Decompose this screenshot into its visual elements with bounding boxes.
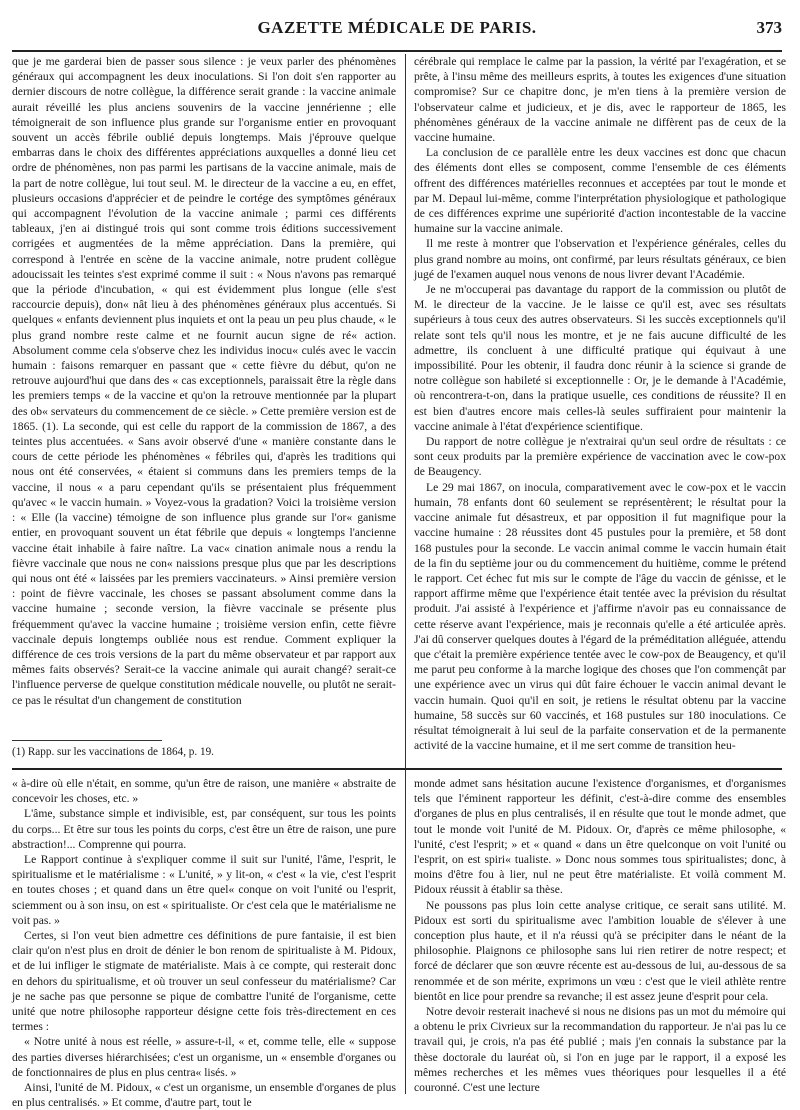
paragraph: Ainsi, l'unité de M. Pidoux, « c'est un organisme, un ensemble d'organes de plus en plus centralisés. » Et comme, d'autre part, tout le [12, 1081, 396, 1110]
paragraph: monde admet sans hésitation aucune l'existence d'organismes, et d'organismes tels que l'éminent rapporteur les définit, c'est-à-dire comme des ensembles d'organes de plus en plus centralisés, il en résulte que tout le monde admet, que tout le monde voit l'unité de M. Pidoux. Or, d'après ce même philosophe, « l'unité, c'est l'esprit; » et « quand « dans un être quelconque on voit l'unité ou l'esprit, on est spiri« tualiste. » Donc nous sommes tous spiritualistes; donc, à moins d'être fou à lier, nul ne peut être matérialiste. Et voilà comment M. Pidoux réussit à établir sa thèse. [414, 777, 786, 897]
article-column-bottom-right [414, 776, 786, 1094]
footnote: (1) Rapp. sur les vaccinations de 1864, p. 19. [12, 746, 214, 758]
article-column-bottom-left [12, 776, 396, 1110]
article-column-top-right [414, 54, 786, 790]
paragraph: Le 29 mai 1867, on inocula, comparativement avec le cow-pox et le vaccin humain, 78 enfants dont 60 seulement se représentèrent; le résultat pour la vaccine animale fut désastreux, et par opposition il fut magnifique pour la vaccine humaine : 28 réussites dont 45 pustules pour la première, et 58 dont 168 pustules pour la seconde. Le vaccin animal comme le vaccin humain était de la fin du septième jour ou du commencement du huitième, comme le prétend le rapport. Cet échec fut mis sur le compte de l'âge du vaccin de génisse, et le rapport affirme même que l'expérience était tentée avec la prévision du résultat produit. J'ai assisté à l'expérience et j'affirme n'avoir pas eu connaissance de cette réserve avant l'expérience, mais je reconnais qu'elle a été articulée après. J'ai dû conserver quelques doutes à l'égard de la préméditation alléguée, attendu que c'était la première expérience tentée avec le cow-pox de Beaugency, et qu'il me parut peu conforme à la marche logique des choses que l'on commençât par une expérience avec un virus qui dût faire échouer le vaccin animal devant le vaccin humain. Quoi qu'il en soit, je retiens le résultat obtenu par la vaccine humaine, 58 succès sur 60 vaccinés, et 168 pustules sur 180 inoculations. Ce résultat témoignerait à lui seul de la parfaite conservation et de la permanente activité de la vaccine humaine, et il me sert comme de transition heu- [414, 480, 786, 753]
page-header [12, 12, 782, 52]
paragraph: « à-dire où elle n'était, en somme, qu'un être de raison, une manière « abstraite de concevoir les choses, etc. » [12, 777, 396, 806]
section-separator [12, 768, 782, 770]
paragraph: L'âme, substance simple et indivisible, est, par conséquent, sur tous les points du corps... Et être sur tous les points du corps, c'est être un être de raison, une pure abstraction!... Comprenne qui pourra. [12, 807, 396, 851]
paragraph: Du rapport de notre collègue je n'extrairai qu'un seul ordre de résultats : ce sont ceux produits par la première expérience de vaccination avec le cow-pox de Beaugency. [414, 435, 786, 479]
journal-title: GAZETTE MÉDICALE DE PARIS. [257, 18, 537, 37]
paragraph: La conclusion de ce parallèle entre les deux vaccines est donc que chacun des éléments dont elles se composent, comme l'ensemble de ces éléments offrent des différences matérielles reconnues et acceptées par tout le monde et par M. Depaul lui-même, comme l'interprétation physiologique et pathologique de ces différences exprime une supériorité d'action incontestable de la vaccine humaine sur la vaccine animale. [414, 146, 786, 236]
paragraph: Le Rapport continue à s'expliquer comme il suit sur l'unité, l'âme, l'esprit, le spiritualisme et le matérialisme : « L'unité, » y lit-on, « c'est « la vie, c'est l'esprit en toutes choses ; et quand dans un être quel« conque on voit l'unité ou l'esprit, sciemment ou à son insu, on est « spiritualiste. Or c'est cela que le matérialisme ne voit pas. » [12, 853, 396, 927]
paragraph: Notre devoir resterait inachevé si nous ne disions pas un mot du mémoire qui a obtenu le prix Civrieux sur la recommandation du rapporteur. Je n'ai pas lu ce travail qui, je crois, n'a pas été publié ; mais j'en connais la substance par la thèse doctorale du lauréat où, si l'on en juge par le rapport, il a exposé les mêmes recherches et les mêmes vues théoriques pour lesquelles il a été couronné. C'est une lecture [414, 1005, 786, 1095]
paragraph: Je ne m'occuperai pas davantage du rapport de la commission ou plutôt de M. le directeur de la vaccine. Je le laisse ce qu'il est, avec ses résultats supérieurs à tous ceux des autres observateurs. Si les succès exceptionnels qu'il relate sont tels qu'il nous les montre, et je ne fais aucune difficulté de les admettre, ils concluent à une difficulté pratique qui équivaut à une impossibilité. Pour les obtenir, il faudra donc réunir à la science si grande de notre collègue son habileté si exceptionnelle : Or, je le demande à l'Académie, où rencontrera-t-on, dans la pratique usuelle, ces conditions de réussite? Il en est bien d'autres encore mais celles-là seules suffiraient pour maintenir la vaccine animale à l'état d'expérience scientifique. [414, 283, 786, 433]
paragraph: « Notre unité à nous est réelle, » assure-t-il, « et, comme telle, elle « suppose des parties diverses hiérarchisées; c'est un organisme, un « ensemble d'organes ou de fonctionnaires de plus en plus centra« lisés. » [12, 1035, 396, 1079]
paragraph: Il me reste à montrer que l'observation et l'expérience générales, celles du plus grand nombre au moins, ont confirmé, par leurs résultats généraux, ce bien jugé de l'examen auquel nous venons de nous livrer devant l'Académie. [414, 237, 786, 281]
page-number: 373 [756, 18, 782, 37]
column-divider-top [405, 54, 406, 790]
column-divider-bottom [405, 776, 406, 1094]
paragraph: Ne poussons pas plus loin cette analyse critique, ce serait sans utilité. M. Pidoux est sorti du spiritualisme avec l'ambition louable de s'élever à une conception plus haute, et il n'a réussi qu'à se précipiter dans le néant de la philosophie. Plaignons ce philosophe sans lui rien retirer de notre respect; et forcé de déclarer que son œuvre récente est au-dessous de lui, au-dessous de sa renommée et de son mérite, exprimons un vœu : c'est que le vieil athlète rentre bientôt en lice pour prendre sa revanche; il est assez jeune d'esprit pour cela. [414, 898, 786, 1003]
footnote-rule [12, 740, 162, 741]
paragraph: cérébrale qui remplace le calme par la passion, la vérité par l'exagération, et se prête, à l'insu même des meilleurs esprits, à toutes les exigences d'une situation compromise? Sur ce chapitre donc, je m'en tiens à la première version de l'observateur calme et judicieux, et je dis, avec le rapporteur de 1865, les phénomènes généraux de la vaccine animale ne diffèrent pas de ceux de la vaccine humaine. [414, 55, 786, 145]
article-column-top-left [12, 54, 396, 744]
paragraph: que je me garderai bien de passer sous silence : je veux parler des phénomènes généraux qui accompagnent les deux inoculations. Si l'on doit s'en rapporter au dernier discours de notre collègue, la différence serait grande : la vaccine animale aurait réveillé les plus anciens souvenirs de la vaccine jennérienne ; elle témoignerait de son influence plus grande sur l'organisme entier en provoquant souvent un accès fébrile oublié depuis longtemps. Mais j'éprouve quelque embarras dans le choix des différentes appréciations auxquelles a donné lieu cet ordre de phénomènes, non pas parmi les partisans de la vaccine animale, mais de la part de notre collègue, lui tout seul. M. le directeur de la vaccine a eu, en effet, plusieurs occasions d'apprécier et de peindre le cortége des symptômes généraux qui accompagnent l'évolution de la vaccine animale ; parmi ces différents tableaux, j'en ai distingué trois qui sont comme trois éditions successivement corrigées et augmentées de la même appréciation. Dans la première, qui correspond à l'entrée en scène de la vaccine animale, notre prudent collègue adoucissait les teintes s'est exprimé comme il suit : « Nous n'avons pas remarqué que la période d'incubation, « qui est évidemment plus longue (elle s'est raccourcie depuis), don« nât lieu à des phénomènes généraux plus accentués. Si quelques « enfants deviennent plus inquiets et ont la peau un peu plus chaude, « le plus grand nombre reste calme et ne fournit aucun signe de ré« action. Absolument comme cela s'observe chez les individus inocu« culés avec le vaccin humain : faisons remarquer en passant que « cette fièvre du début, qu'on ne retrouve aujourd'hui que dans des « cas exceptionnels, paraissait être la règle dans les premiers temps « de la vaccine et qu'on la retrouve mentionnée par la plupart des ob« servateurs du commencement de ce siècle. » Cette première version est de 1865. (1). La seconde, qui est celle du rapport de la commission de 1867, a des teintes plus accentuées. « Sans avoir observé d'une « manière constante dans le cours de cette période les phénomènes « fébriles qui, d'après les traditions qui nous ont été conservées, « étaient si communs dans les premiers temps de la vaccine, il nous « a paru cependant qu'ils se présentaient plus fréquemment qu'avec « le vaccin humain. » Voyez-vous la gradation? Voici la troisième version : « Elle (la vaccine) témoigne de son influence plus grande sur l'or« ganisme entier, en provoquant souvent un état fébrile que depuis « longtemps l'ancienne vaccine était inhabile à faire naître. La vac« cination animale nous a rendu la fièvre vaccinale que nous ne con« naissions presque plus que par les descriptions qui nous ont été « laissées par les premiers vaccinateurs. » Ainsi première version : point de fièvre vaccinale, les choses se passant absolument comme dans la vaccine humaine ; seconde version, la fièvre vaccinale se présente plus fréquemment qu'avec la vaccine humaine ; troisième version enfin, cette fièvre vaccinale depuis longtemps oubliée nous est rendue. Comment expliquer la différence de ces trois versions de la part du même observateur et par rapport aux mêmes faits observés? Serait-ce la vaccine animale qui aurait changé? serait-ce l'influence perverse de quelque constitution médicale nouvelle, ou plutôt ne serait-ce pas le résultat d'un changement de constitution [12, 55, 396, 707]
paragraph: Certes, si l'on veut bien admettre ces définitions de pure fantaisie, il est bien clair qu'on n'est plus en droit de dénier le bon renom de spiritualiste à M. Pidoux, et de lui infliger le stigmate de matérialiste. Mais à ce compte, qui resterait donc en dehors du spiritualisme, et où trouver un seul confesseur du matérialisme? Car je ne sache pas que personne se pique de combattre l'unité de l'organisme, cette unité que notre philosophe rapporteur désigne cette fois très-directement en ces termes : [12, 929, 396, 1034]
